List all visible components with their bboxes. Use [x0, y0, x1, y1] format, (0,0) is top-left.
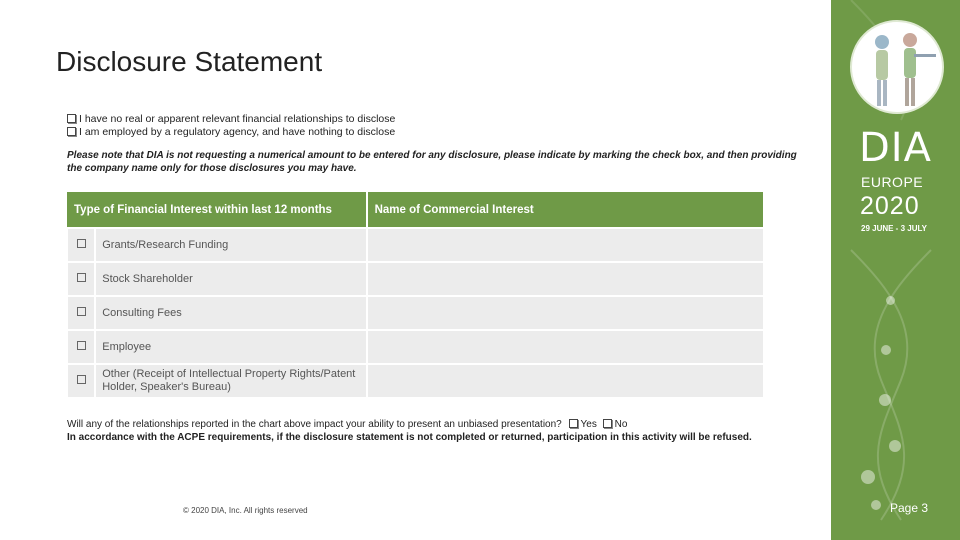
commercial-interest-field[interactable] [367, 228, 764, 262]
brand-sidebar [831, 0, 960, 540]
table-row [67, 228, 764, 262]
row-label: Employee [95, 330, 366, 364]
impact-question [67, 418, 827, 444]
option-label: I have no real or apparent relevant financial relationships to disclose [79, 113, 396, 125]
year-label: 2020 [860, 192, 920, 220]
header-commercial-interest: Name of Commercial Interest [367, 192, 764, 228]
row-checkbox-cell[interactable] [67, 364, 95, 398]
instruction-note: Please note that DIA is not requesting a numerical amount to be entered for any disclosure, please indicate by marking the check box, and then providing the company name only for those disclosures you may have. [67, 150, 797, 174]
row-label: Other (Receipt of Intellectual Property Rights/Patent Holder, Speaker's Bureau) [95, 364, 366, 398]
figure-illustration [850, 20, 944, 114]
checkbox-icon[interactable] [67, 127, 76, 136]
decorative-dot [881, 345, 891, 355]
row-checkbox-cell[interactable] [67, 262, 95, 296]
financial-interest-table [66, 192, 765, 399]
row-label: Stock Shareholder [95, 262, 366, 296]
checkbox-icon[interactable] [77, 273, 86, 282]
human-figures-icon [852, 22, 942, 112]
table-row [67, 364, 764, 398]
decorative-dot [871, 500, 881, 510]
commercial-interest-field[interactable] [367, 296, 764, 330]
acpe-note: In accordance with the ACPE requirements, if the disclosure statement is not completed or returned, participation in this activity will be refused. [67, 432, 752, 443]
checkbox-icon[interactable] [77, 239, 86, 248]
table-row [67, 296, 764, 330]
table-row [67, 262, 764, 296]
row-label: Grants/Research Funding [95, 228, 366, 262]
option-no-relationships[interactable] [67, 113, 395, 126]
checkbox-icon[interactable] [569, 419, 578, 428]
decorative-dot [886, 296, 895, 305]
table-row [67, 330, 764, 364]
row-label: Consulting Fees [95, 296, 366, 330]
table-header-row [67, 192, 764, 228]
commercial-interest-field[interactable] [367, 364, 764, 398]
page-title: Disclosure Statement [56, 46, 323, 77]
header-type: Type of Financial Interest within last 12 months [67, 192, 367, 228]
commercial-interest-field[interactable] [367, 330, 764, 364]
checkbox-icon[interactable] [77, 341, 86, 350]
page-number: Page 3 [890, 501, 929, 515]
decorative-dot [879, 394, 891, 406]
decorative-dot [889, 440, 901, 452]
decorative-dot [861, 470, 875, 484]
row-checkbox-cell[interactable] [67, 330, 95, 364]
row-checkbox-cell[interactable] [67, 228, 95, 262]
event-dates: 29 JUNE - 3 JULY [861, 224, 927, 233]
checkbox-icon[interactable] [77, 375, 86, 384]
option-regulatory-agency[interactable] [67, 126, 395, 139]
checkbox-icon[interactable] [603, 419, 612, 428]
row-checkbox-cell[interactable] [67, 296, 95, 330]
region-label: EUROPE [861, 174, 924, 190]
commercial-interest-field[interactable] [367, 262, 764, 296]
checkbox-icon[interactable] [77, 307, 86, 316]
option-label: I am employed by a regulatory agency, and have nothing to disclose [79, 126, 396, 138]
no-label: No [614, 419, 628, 430]
checkbox-icon[interactable] [67, 114, 76, 123]
disclosure-options [67, 113, 395, 139]
impact-question-text: Will any of the relationships reported in the chart above impact your ability to present an unbiased presentation? [67, 419, 562, 430]
copyright-footer: © 2020 DIA, Inc. All rights reserved [183, 506, 308, 515]
yes-label: Yes [580, 419, 597, 430]
dia-logo: DIA [859, 125, 932, 171]
